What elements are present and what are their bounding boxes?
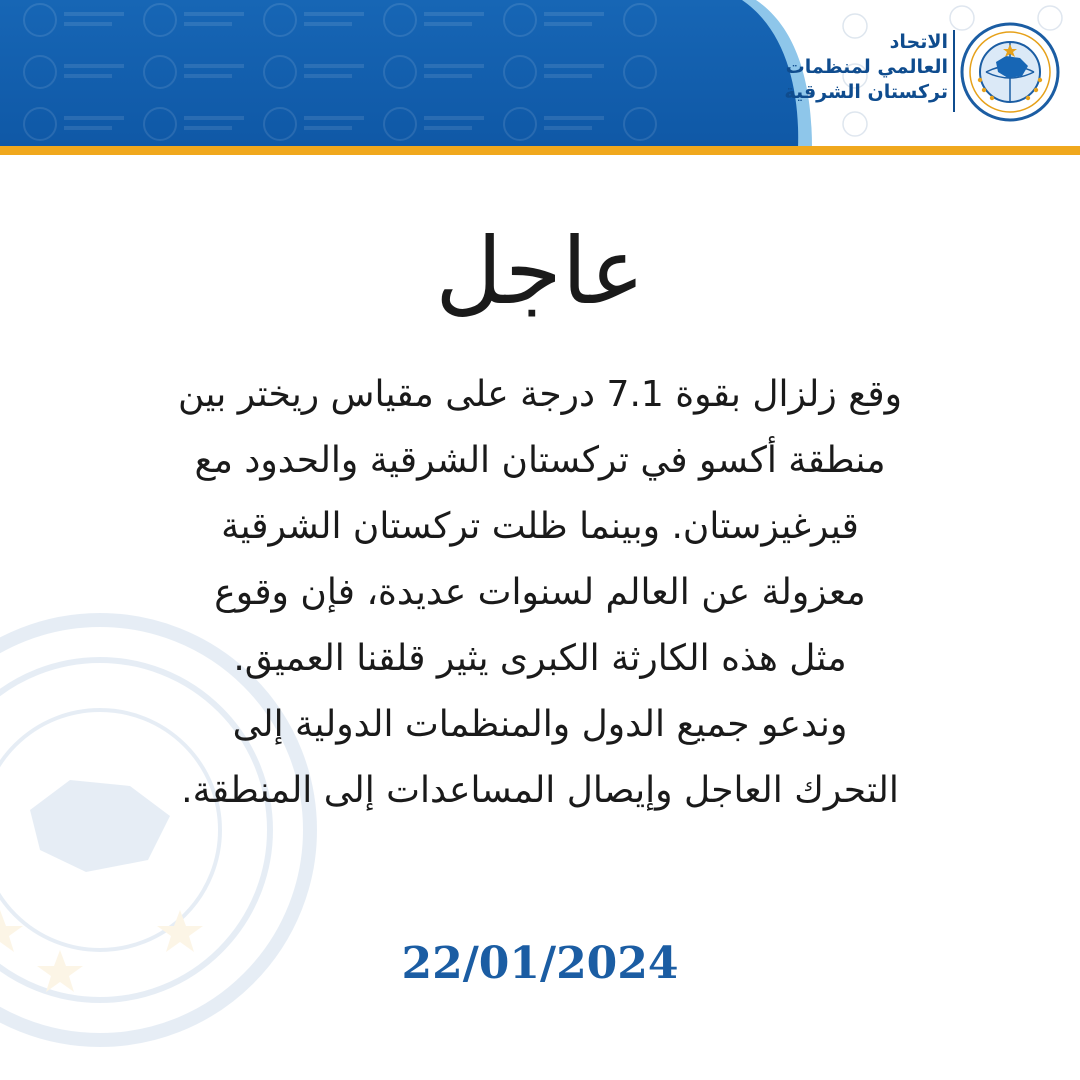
- org-name-line-3: تركستان الشرقية: [784, 81, 948, 103]
- organization-name: [748, 30, 948, 105]
- body-line-5: مثل هذه الكارثة الكبرى يثير قلقنا العميق.: [233, 638, 847, 679]
- body-line-3: قيرغيزستان. وبينما ظلت تركستان الشرقية: [221, 506, 859, 547]
- org-name-line-1: الاتحاد: [889, 31, 948, 53]
- organization-seal-icon: [960, 22, 1060, 122]
- announcement-body: [90, 362, 990, 824]
- body-line-6: وندعو جميع الدول والمنظمات الدولية إلى: [232, 704, 848, 745]
- org-divider: [953, 30, 955, 112]
- body-line-1: وقع زلزال بقوة 7.1 درجة على مقياس ريختر بين: [178, 374, 902, 415]
- publish-date: 22/01/2024: [401, 938, 679, 989]
- body-line-7: التحرك العاجل وإيصال المساعدات إلى المنطقة.: [181, 770, 899, 811]
- body-line-2: منطقة أكسو في تركستان الشرقية والحدود مع: [194, 440, 886, 481]
- header-banner: [0, 0, 1080, 148]
- headline-title: عاجل: [435, 218, 645, 325]
- body-line-4: معزولة عن العالم لسنوات عديدة، فإن وقوع: [214, 572, 866, 613]
- gold-stripe: [0, 146, 1080, 155]
- org-name-line-2: العالمي لمنظمات: [785, 56, 948, 78]
